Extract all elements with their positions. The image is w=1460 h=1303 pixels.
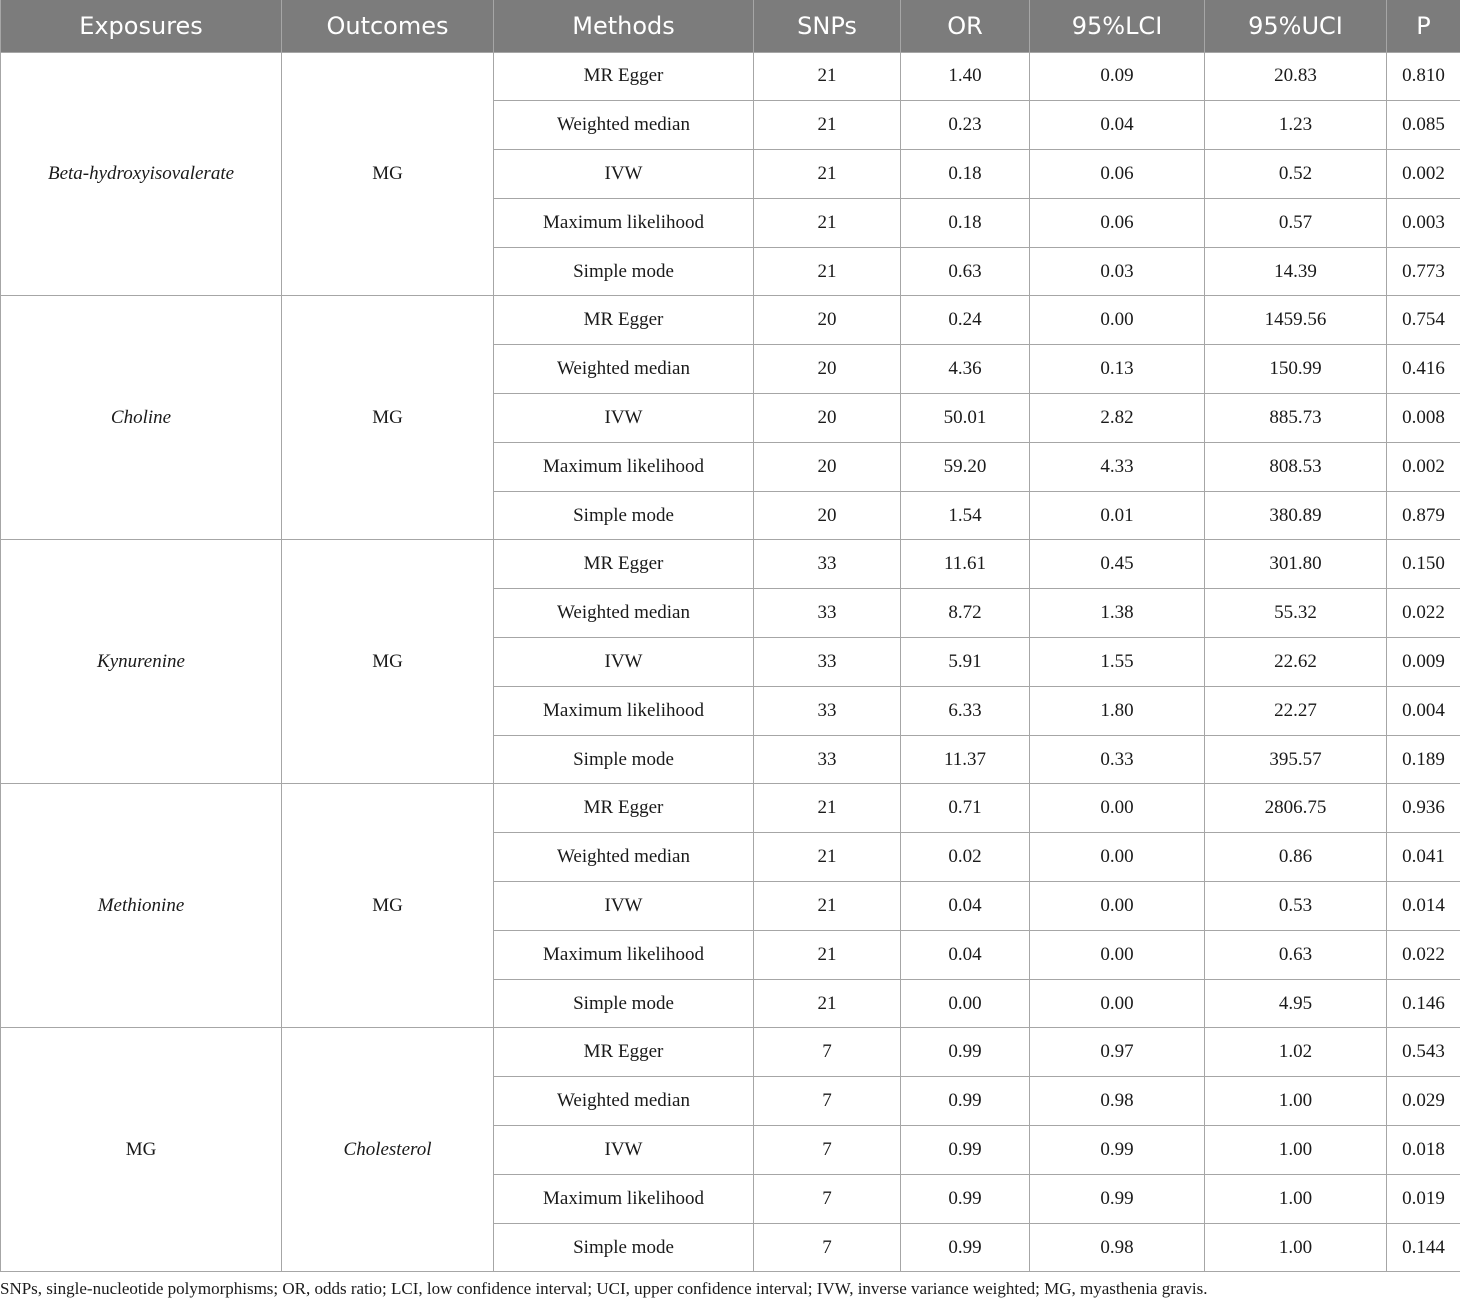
lci-cell: 0.06 (1030, 198, 1205, 247)
lci-cell: 1.80 (1030, 686, 1205, 735)
snps-cell: 21 (754, 784, 901, 833)
snps-cell: 20 (754, 442, 901, 491)
p-cell: 0.019 (1387, 1174, 1460, 1223)
method-cell: Simple mode (494, 247, 754, 296)
or-cell: 4.36 (901, 345, 1030, 394)
snps-cell: 33 (754, 686, 901, 735)
uci-cell: 22.27 (1205, 686, 1387, 735)
lci-cell: 0.98 (1030, 1223, 1205, 1272)
header-snps: SNPs (754, 0, 901, 52)
lci-cell: 0.33 (1030, 735, 1205, 784)
table-row (1, 784, 1460, 833)
p-cell: 0.754 (1387, 296, 1460, 345)
uci-cell: 0.63 (1205, 930, 1387, 979)
lci-cell: 1.38 (1030, 589, 1205, 638)
header-methods: Methods (494, 0, 754, 52)
or-cell: 0.99 (901, 1174, 1030, 1223)
or-cell: 5.91 (901, 638, 1030, 687)
p-cell: 0.029 (1387, 1077, 1460, 1126)
p-cell: 0.018 (1387, 1126, 1460, 1175)
exposure-cell: Beta-hydroxyisovalerate (1, 52, 282, 296)
or-cell: 0.23 (901, 101, 1030, 150)
or-cell: 0.00 (901, 979, 1030, 1028)
lci-cell: 0.98 (1030, 1077, 1205, 1126)
p-cell: 0.003 (1387, 198, 1460, 247)
snps-cell: 21 (754, 833, 901, 882)
p-cell: 0.189 (1387, 735, 1460, 784)
lci-cell: 4.33 (1030, 442, 1205, 491)
p-cell: 0.416 (1387, 345, 1460, 394)
p-cell: 0.041 (1387, 833, 1460, 882)
or-cell: 0.24 (901, 296, 1030, 345)
lci-cell: 0.03 (1030, 247, 1205, 296)
uci-cell: 1.23 (1205, 101, 1387, 150)
outcome-cell: Cholesterol (282, 1028, 494, 1272)
snps-cell: 21 (754, 979, 901, 1028)
method-cell: Simple mode (494, 1223, 754, 1272)
snps-cell: 7 (754, 1174, 901, 1223)
p-cell: 0.144 (1387, 1223, 1460, 1272)
table-row (1, 296, 1460, 345)
lci-cell: 0.00 (1030, 979, 1205, 1028)
or-cell: 0.71 (901, 784, 1030, 833)
table-footnote: SNPs, single-nucleotide polymorphisms; OR, odds ratio; LCI, low confidence interval; UCI, upper confidence interval; IVW, inverse variance weighted; MG, myasthenia gravis. (0, 1279, 1208, 1298)
or-cell: 0.99 (901, 1223, 1030, 1272)
p-cell: 0.004 (1387, 686, 1460, 735)
snps-cell: 7 (754, 1223, 901, 1272)
snps-cell: 7 (754, 1077, 901, 1126)
lci-cell: 0.06 (1030, 150, 1205, 199)
method-cell: Maximum likelihood (494, 930, 754, 979)
or-cell: 0.99 (901, 1077, 1030, 1126)
uci-cell: 0.53 (1205, 882, 1387, 931)
snps-cell: 21 (754, 150, 901, 199)
method-cell: Weighted median (494, 1077, 754, 1126)
uci-cell: 1.00 (1205, 1126, 1387, 1175)
snps-cell: 33 (754, 589, 901, 638)
or-cell: 0.63 (901, 247, 1030, 296)
exposure-cell: MG (1, 1028, 282, 1272)
method-cell: IVW (494, 882, 754, 931)
or-cell: 1.40 (901, 52, 1030, 101)
header-outcomes: Outcomes (282, 0, 494, 52)
or-cell: 0.02 (901, 833, 1030, 882)
or-cell: 0.18 (901, 150, 1030, 199)
lci-cell: 0.00 (1030, 930, 1205, 979)
snps-cell: 20 (754, 345, 901, 394)
outcome-cell: MG (282, 296, 494, 540)
header-or: OR (901, 0, 1030, 52)
snps-cell: 21 (754, 198, 901, 247)
table-row (1, 540, 1460, 589)
table-row (1, 52, 1460, 101)
snps-cell: 7 (754, 1126, 901, 1175)
p-cell: 0.146 (1387, 979, 1460, 1028)
uci-cell: 885.73 (1205, 394, 1387, 443)
uci-cell: 1.00 (1205, 1223, 1387, 1272)
or-cell: 6.33 (901, 686, 1030, 735)
or-cell: 11.37 (901, 735, 1030, 784)
snps-cell: 21 (754, 882, 901, 931)
snps-cell: 21 (754, 52, 901, 101)
outcome-cell: MG (282, 52, 494, 296)
snps-cell: 20 (754, 394, 901, 443)
p-cell: 0.150 (1387, 540, 1460, 589)
p-cell: 0.543 (1387, 1028, 1460, 1077)
exposure-cell: Kynurenine (1, 540, 282, 784)
uci-cell: 150.99 (1205, 345, 1387, 394)
lci-cell: 0.97 (1030, 1028, 1205, 1077)
uci-cell: 380.89 (1205, 491, 1387, 540)
p-cell: 0.014 (1387, 882, 1460, 931)
uci-cell: 2806.75 (1205, 784, 1387, 833)
snps-cell: 33 (754, 735, 901, 784)
header-lci: 95%LCI (1030, 0, 1205, 52)
uci-cell: 14.39 (1205, 247, 1387, 296)
uci-cell: 1.02 (1205, 1028, 1387, 1077)
snps-cell: 21 (754, 930, 901, 979)
or-cell: 0.04 (901, 882, 1030, 931)
or-cell: 50.01 (901, 394, 1030, 443)
or-cell: 11.61 (901, 540, 1030, 589)
snps-cell: 21 (754, 101, 901, 150)
method-cell: Weighted median (494, 833, 754, 882)
lci-cell: 0.00 (1030, 833, 1205, 882)
p-cell: 0.022 (1387, 589, 1460, 638)
p-cell: 0.810 (1387, 52, 1460, 101)
or-cell: 1.54 (901, 491, 1030, 540)
method-cell: MR Egger (494, 52, 754, 101)
method-cell: Weighted median (494, 345, 754, 394)
method-cell: Maximum likelihood (494, 198, 754, 247)
outcome-cell: MG (282, 540, 494, 784)
method-cell: MR Egger (494, 540, 754, 589)
method-cell: IVW (494, 638, 754, 687)
or-cell: 0.18 (901, 198, 1030, 247)
header-p: P (1387, 0, 1460, 52)
snps-cell: 33 (754, 540, 901, 589)
table-row (1, 1028, 1460, 1077)
method-cell: Simple mode (494, 491, 754, 540)
lci-cell: 1.55 (1030, 638, 1205, 687)
method-cell: IVW (494, 1126, 754, 1175)
p-cell: 0.002 (1387, 150, 1460, 199)
exposure-cell: Choline (1, 296, 282, 540)
lci-cell: 0.00 (1030, 882, 1205, 931)
exposure-cell: Methionine (1, 784, 282, 1028)
uci-cell: 301.80 (1205, 540, 1387, 589)
method-cell: IVW (494, 394, 754, 443)
header-row (1, 0, 1460, 52)
p-cell: 0.085 (1387, 101, 1460, 150)
lci-cell: 0.99 (1030, 1126, 1205, 1175)
lci-cell: 0.99 (1030, 1174, 1205, 1223)
p-cell: 0.022 (1387, 930, 1460, 979)
snps-cell: 33 (754, 638, 901, 687)
method-cell: Weighted median (494, 589, 754, 638)
p-cell: 0.773 (1387, 247, 1460, 296)
method-cell: IVW (494, 150, 754, 199)
uci-cell: 1.00 (1205, 1174, 1387, 1223)
snps-cell: 21 (754, 247, 901, 296)
p-cell: 0.879 (1387, 491, 1460, 540)
method-cell: Maximum likelihood (494, 686, 754, 735)
lci-cell: 0.45 (1030, 540, 1205, 589)
lci-cell: 0.00 (1030, 296, 1205, 345)
method-cell: Maximum likelihood (494, 442, 754, 491)
method-cell: MR Egger (494, 1028, 754, 1077)
p-cell: 0.936 (1387, 784, 1460, 833)
uci-cell: 0.57 (1205, 198, 1387, 247)
or-cell: 0.99 (901, 1028, 1030, 1077)
method-cell: MR Egger (494, 784, 754, 833)
uci-cell: 0.52 (1205, 150, 1387, 199)
method-cell: Simple mode (494, 735, 754, 784)
p-cell: 0.008 (1387, 394, 1460, 443)
method-cell: MR Egger (494, 296, 754, 345)
p-cell: 0.009 (1387, 638, 1460, 687)
method-cell: Weighted median (494, 101, 754, 150)
uci-cell: 1.00 (1205, 1077, 1387, 1126)
uci-cell: 22.62 (1205, 638, 1387, 687)
method-cell: Simple mode (494, 979, 754, 1028)
lci-cell: 2.82 (1030, 394, 1205, 443)
header-uci: 95%UCI (1205, 0, 1387, 52)
lci-cell: 0.04 (1030, 101, 1205, 150)
uci-cell: 4.95 (1205, 979, 1387, 1028)
table-body (1, 52, 1460, 1272)
lci-cell: 0.13 (1030, 345, 1205, 394)
method-cell: Maximum likelihood (494, 1174, 754, 1223)
header-exposures: Exposures (1, 0, 282, 52)
snps-cell: 20 (754, 296, 901, 345)
or-cell: 0.99 (901, 1126, 1030, 1175)
or-cell: 59.20 (901, 442, 1030, 491)
lci-cell: 0.09 (1030, 52, 1205, 101)
uci-cell: 0.86 (1205, 833, 1387, 882)
uci-cell: 808.53 (1205, 442, 1387, 491)
snps-cell: 7 (754, 1028, 901, 1077)
uci-cell: 395.57 (1205, 735, 1387, 784)
uci-cell: 1459.56 (1205, 296, 1387, 345)
lci-cell: 0.01 (1030, 491, 1205, 540)
outcome-cell: MG (282, 784, 494, 1028)
uci-cell: 20.83 (1205, 52, 1387, 101)
table-header (1, 0, 1460, 52)
or-cell: 8.72 (901, 589, 1030, 638)
snps-cell: 20 (754, 491, 901, 540)
p-cell: 0.002 (1387, 442, 1460, 491)
uci-cell: 55.32 (1205, 589, 1387, 638)
or-cell: 0.04 (901, 930, 1030, 979)
lci-cell: 0.00 (1030, 784, 1205, 833)
